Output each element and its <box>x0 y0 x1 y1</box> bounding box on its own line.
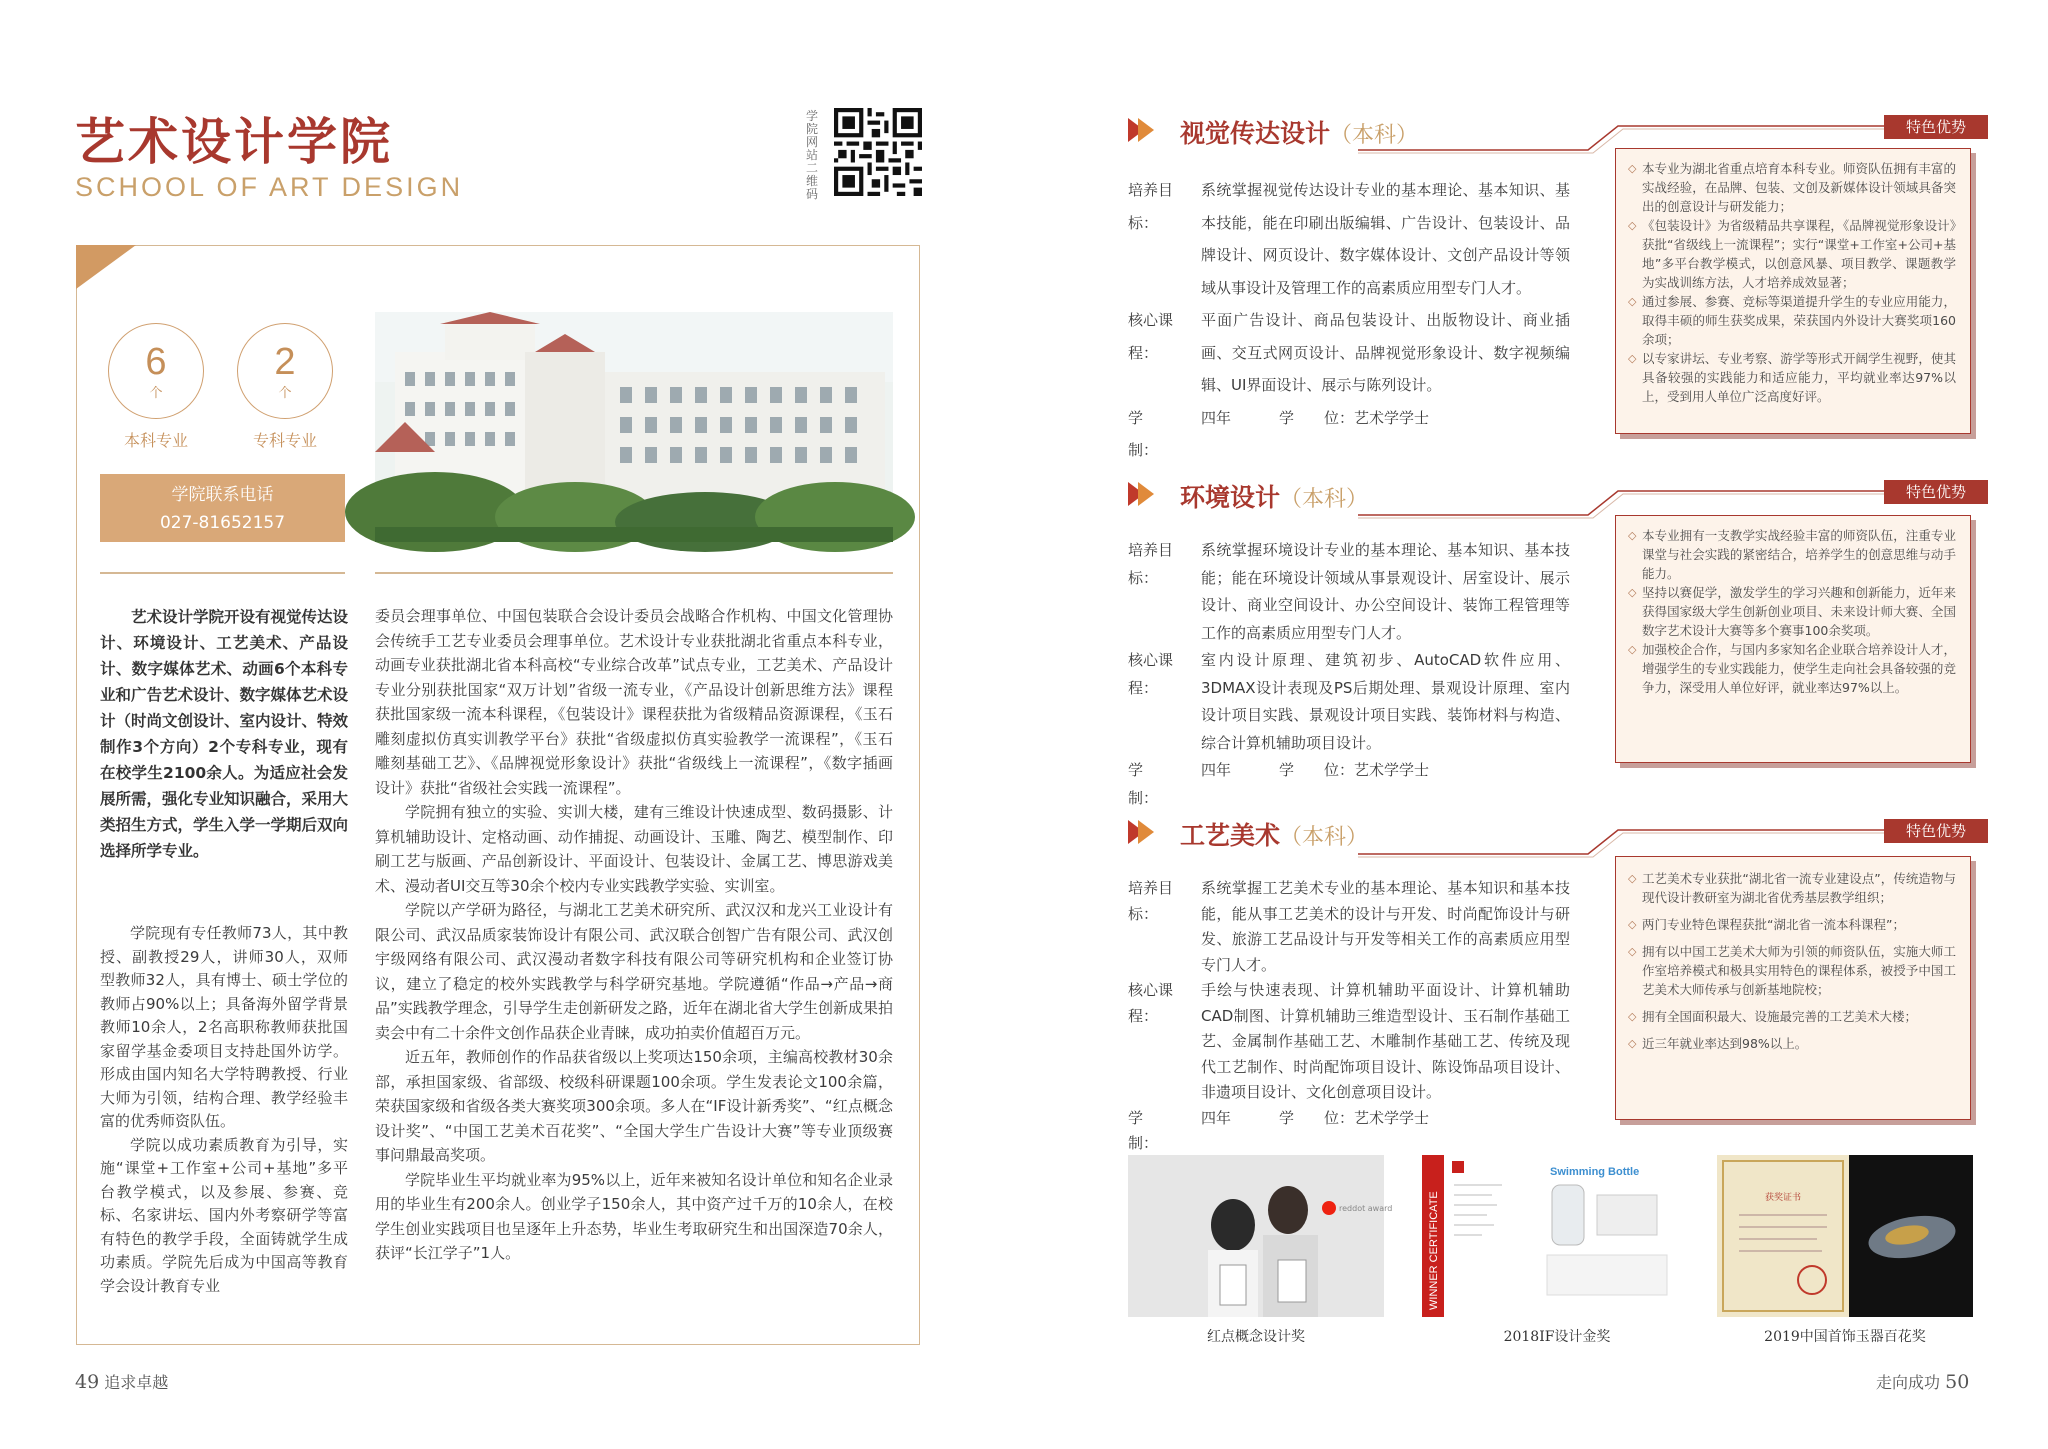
left-footer-text: 追求卓越 <box>104 1373 169 1392</box>
if-award-photo <box>1422 1155 1692 1317</box>
goal-text: 系统掌握环境设计专业的基本理论、基本知识、基本技能；能在环境设计领域从事景观设计、居室设计、展示设计、商业空间设计、办公空间设计、装饰工程管理等工作的高素质应用型专门人才。 <box>1201 541 1570 642</box>
teaching-paragraph: 学院以成功素质教育为引导，实施“课堂+工作室+公司+基地”多平台教学模式，以及参展、参赛、竞标、名家讲坛、国内外考察研学等富有特色的教学手段，全面铸就学生成功素质。学院先后成为中国高等教育学会设计教育专业 <box>100 1135 348 1295</box>
honors-paragraph: 委员会理事单位、中国包装联合会设计委员会战略合作机构、中国文化管理协会传统手工艺专业委员会理事单位。艺术设计专业获批湖北省重点本科专业，动画专业获批湖北省本科高校“专业综合改革”试点专业，工艺美术、产品设计专业分别获批国家“双万计划”省级一流专业，《产品设计创新思维方法》课程获批国家级一流本科课程，《包装设计》课程获批为省级精品资源课程，《玉石雕刻虚拟仿真实训教学平台》获批“省级虚拟仿真实验教学一流课程”，《玉石雕刻基础工艺》、《品牌视觉形象设计》获批“省级线上一流课程”，《数字插画设计》获批“省级社会实践一流课程”。 <box>375 607 893 797</box>
advantage-item: ◇ 拥有全国面积最大、设施最完善的工艺美术大楼； <box>1630 1007 1956 1026</box>
school-title-cn: 艺术设计学院 <box>75 112 393 171</box>
phone-label: 学院联系电话 <box>171 485 274 505</box>
phone-number[interactable]: 027-81652157 <box>159 513 286 533</box>
advantage-item: ◇ 两门专业特色课程获批“湖北省一流本科课程”； <box>1630 915 1956 934</box>
degree-label: 学 位： <box>1279 1108 1355 1127</box>
duration-value: 四年 <box>1201 408 1232 427</box>
intro-paragraph: 艺术设计学院开设有视觉传达设计、环境设计、工艺美术、产品设计、数字媒体艺术、动画6个本科专业和广告艺术设计、数字媒体艺术设计（时尚文创设计、室内设计、特效制作3个方向）2个专科专业，现有在校学生2100余人。为适应社会发展所需，强化专业知识融合，采用大类招生方式，学生入学一学期后双向选择所学专业。 <box>100 608 349 860</box>
advantage-item: ◇ 以专家讲坛、专业考察、游学等形式开阔学生视野，使其具备较强的实践能力和适应能力，平均就业率达97%以上，受到用人单位广泛高度好评。 <box>1630 349 1956 406</box>
advantage-item: ◇ 通过参展、参赛、竞标等渠道提升学生的专业应用能力，取得丰硕的师生获奖成果，荣获国内外设计大赛奖项160余项； <box>1630 292 1956 349</box>
vocational-count: 2 <box>274 341 296 383</box>
hundred-flowers-award-photo <box>1717 1155 1973 1317</box>
qr-label: 学院网站二维码 <box>806 109 819 201</box>
goal-label: 培养目标： <box>1128 541 1174 587</box>
advantage-badge: 特色优势 <box>1884 115 1988 139</box>
contact-phone-box <box>100 474 345 542</box>
left-column-text <box>100 922 348 1298</box>
section-line <box>1128 824 1988 858</box>
left-divider <box>100 572 345 574</box>
cert-title: 获奖证书 <box>1764 1193 1802 1203</box>
core-text: 室内设计原理、建筑初步、AutoCAD软件应用、3DMAX设计表现及PS后期处理、景观设计原理、室内设计项目实践、景观设计项目实践、装饰材料与构造、综合计算机辅助项目设计。 <box>1201 651 1570 752</box>
section-body-craft <box>1128 876 1570 1157</box>
advantage-item: ◇ 本专业拥有一支教学实战经验丰富的师资队伍，注重专业课堂与社会实践的紧密结合，培养学生的创意思维与动手能力。 <box>1630 526 1956 583</box>
campus-building-photo <box>375 312 893 542</box>
undergrad-label: 本科专业 <box>123 431 188 450</box>
degree-label: 学 位： <box>1279 761 1355 779</box>
section-line <box>1128 485 1988 519</box>
section-body-visual <box>1128 174 1570 467</box>
goal-label: 培养目标： <box>1128 181 1174 232</box>
section-degree-type: （本科） <box>1280 825 1369 850</box>
degree-label: 学 位： <box>1279 408 1355 427</box>
section-title-text: 环境设计 <box>1180 483 1281 512</box>
section-body-environment <box>1128 537 1570 812</box>
degree-value: 艺术学学士 <box>1354 761 1430 779</box>
section-title-text: 视觉传达设计 <box>1180 119 1331 148</box>
right-page-number: 50 <box>1945 1371 1970 1393</box>
vocational-count-circle <box>237 323 333 419</box>
school-title-en: SCHOOL OF ART DESIGN <box>75 172 464 202</box>
duration-value: 四年 <box>1201 1108 1232 1127</box>
reddot-award-photo <box>1128 1155 1393 1317</box>
duration-label: 学 制： <box>1128 408 1174 459</box>
core-label: 核心课程： <box>1128 981 1174 1025</box>
labs-paragraph: 学院拥有独立的实验、实训大楼，建有三维设计快速成型、数码摄影、计算机辅助设计、定格动画、动作捕捉、动画设计、玉雕、陶艺、模型制作、印刷工艺与版画、产品创新设计、平面设计、包装设计、金属工艺、博思游戏美术、漫动者UI交互等30余个校内专业实践教学实验、实训室。 <box>375 803 893 895</box>
advantage-item: ◇ 工艺美术专业获批“湖北省一流专业建设点”，传统造物与现代设计教研室为湖北省优秀基层教学组织； <box>1630 869 1956 907</box>
right-footer <box>1876 1370 1969 1393</box>
goal-text: 系统掌握视觉传达设计专业的基本理论、基本知识、基本技能，能在印刷出版编辑、广告设计、包装设计、品牌设计、网页设计、数字媒体设计、文创产品设计等领域从事设计及管理工作的高素质应用型专门人才。 <box>1201 181 1570 297</box>
advantage-box-craft <box>1615 856 1971 1120</box>
advantage-box-visual <box>1615 148 1971 434</box>
duration-label: 学 制： <box>1128 761 1174 807</box>
goal-text: 系统掌握工艺美术专业的基本理论、基本知识和基本技能，能从事工艺美术的设计与开发、时尚配饰设计与研发、旅游工艺品设计与开发等相关工作的高素质应用型专门人才。 <box>1201 879 1570 974</box>
faculty-paragraph: 学院现有专任教师73人，其中教授、副教授29人，讲师30人，双师型教师32人，具有博士、硕士学位的教师占90%以上；具备海外留学背景教师10余人，2名高职称教师获批国家留学基金委项目支持赴国外访学。形成由国内知名大学特聘教授、行业大师为引领，结构合理、教学经验丰富的优秀师资队伍。 <box>100 924 348 1130</box>
core-text: 手绘与快速表现、计算机辅助平面设计、计算机辅助CAD制图、计算机辅助三维造型设计、玉石制作基础工艺、金属制作基础工艺、木雕制作基础工艺、传统及现代工艺制作、时尚配饰项目设计、陈设饰品项目设计、非遗项目设计、文化创意项目设计。 <box>1201 981 1570 1101</box>
award-caption-reddot: 红点概念设计奖 <box>1207 1329 1305 1345</box>
duration-value: 四年 <box>1201 761 1232 779</box>
qr-code-icon[interactable] <box>834 108 922 196</box>
advantage-item: ◇ 本专业为湖北省重点培育本科专业。师资队伍拥有丰富的实战经验，在品牌、包装、文创及新媒体设计领域具备突出的创意设计与研发能力； <box>1630 159 1956 216</box>
advantage-item: ◇ 拥有以中国工艺美术大师为引领的师资队伍，实施大师工作室培养模式和极具实用特色的课程体系，被授予中国工艺美术大师传承与创新基地院校； <box>1630 942 1956 999</box>
undergrad-count-circle <box>108 323 204 419</box>
advantage-badge: 特色优势 <box>1884 819 1988 843</box>
section-degree-type: （本科） <box>1280 487 1369 512</box>
advantage-box-environment <box>1615 515 1971 763</box>
advantage-item: ◇ 近三年就业率达到98%以上。 <box>1630 1034 1956 1053</box>
advantage-item: ◇ 加强校企合作，与国内多家知名企业联合培养设计人才，增强学生的专业实践能力，使学生走向社会具备较强的竞争力，深受用人单位好评，就业率达97%以上。 <box>1630 640 1956 697</box>
vocational-label: 专科专业 <box>252 431 317 450</box>
left-page-number: 49 <box>75 1371 100 1393</box>
vocational-unit: 个 <box>278 386 292 401</box>
duration-label: 学 制： <box>1128 1108 1174 1152</box>
right-column-text <box>375 604 893 1266</box>
core-text: 平面广告设计、商品包装设计、出版物设计、商业插画、交互式网页设计、品牌视觉形象设计、数字视频编辑、UI界面设计、展示与陈列设计。 <box>1201 311 1570 394</box>
if-cert-text: WINNER CERTIFICATE <box>1428 1191 1440 1310</box>
degree-value: 艺术学学士 <box>1354 1108 1430 1127</box>
employment-paragraph: 学院毕业生平均就业率为95%以上，近年来被知名设计单位和知名企业录用的毕业生有200余人。创业学子150余人，其中资产过千万的10余人，在校学生创业实践项目也呈逐年上升态势，毕业生考取研究生和出国深造70余人，获评“长江学子”1人。 <box>375 1170 893 1262</box>
awards-paragraph: 近五年，教师创作的作品获省级以上奖项达150余项，主编高校教材30余部，承担国家级、省部级、校级科研课题100余项。学生发表论文100余篇，荣获国家级和省级各类大赛奖项300余项。多人在“IF设计新秀奖”、“红点概念设计奖”、“中国工艺美术百花奖”、“全国大学生广告设计大赛”等专业顶级赛事问鼎最高奖项。 <box>375 1048 893 1164</box>
undergrad-unit: 个 <box>149 386 163 401</box>
core-label: 核心课程： <box>1128 311 1174 362</box>
undergrad-count: 6 <box>145 341 167 383</box>
award-caption-if: 2018IF设计金奖 <box>1503 1329 1611 1345</box>
advantage-item: ◇ 《包装设计》为省级精品共享课程，《品牌视觉形象设计》获批“省级线上一流课程”；实行“课堂+工作室+公司+基地”多平台教学模式，以创意风暴、项目教学、课题教学为实战训练方法，人才培养成效显著； <box>1630 216 1956 292</box>
right-footer-text: 走向成功 <box>1876 1373 1941 1392</box>
section-degree-type: （本科） <box>1330 123 1419 148</box>
advantage-item: ◇ 坚持以赛促学，激发学生的学习兴趣和创新能力，近年来获得国家级大学生创新创业项目、未来设计师大赛、全国数字艺术设计大赛等多个赛事100余奖项。 <box>1630 583 1956 640</box>
frame-corner-fold <box>76 245 136 289</box>
right-divider <box>375 572 893 574</box>
advantage-badge: 特色优势 <box>1884 480 1988 504</box>
degree-value: 艺术学学士 <box>1354 408 1430 427</box>
left-footer <box>75 1370 168 1393</box>
goal-label: 培养目标： <box>1128 879 1174 923</box>
industry-paragraph: 学院以产学研为路径，与湖北工艺美术研究所、武汉汉和龙兴工业设计有限公司、武汉品质家装饰设计有限公司、武汉联合创智广告有限公司、武汉创宇级网络有限公司、武汉漫动者数字科技有限公司等研究机构和企业签订协议，建立了稳定的校外实践教学与科学研究基地。学院遵循“作品→产品→商品”实践教学理念，引导学生走创新研发之路，近年在湖北省大学生创新成果拍卖会中有二十余件文创作品获企业青睐，成功拍卖价值超百万元。 <box>375 901 893 1042</box>
section-title-text: 工艺美术 <box>1180 821 1281 850</box>
core-label: 核心课程： <box>1128 651 1174 697</box>
award-caption-flowers: 2019中国首饰玉器百花奖 <box>1764 1329 1926 1345</box>
bottle-title: Swimming Bottle <box>1550 1166 1640 1178</box>
reddot-mark: reddot award <box>1339 1204 1393 1213</box>
